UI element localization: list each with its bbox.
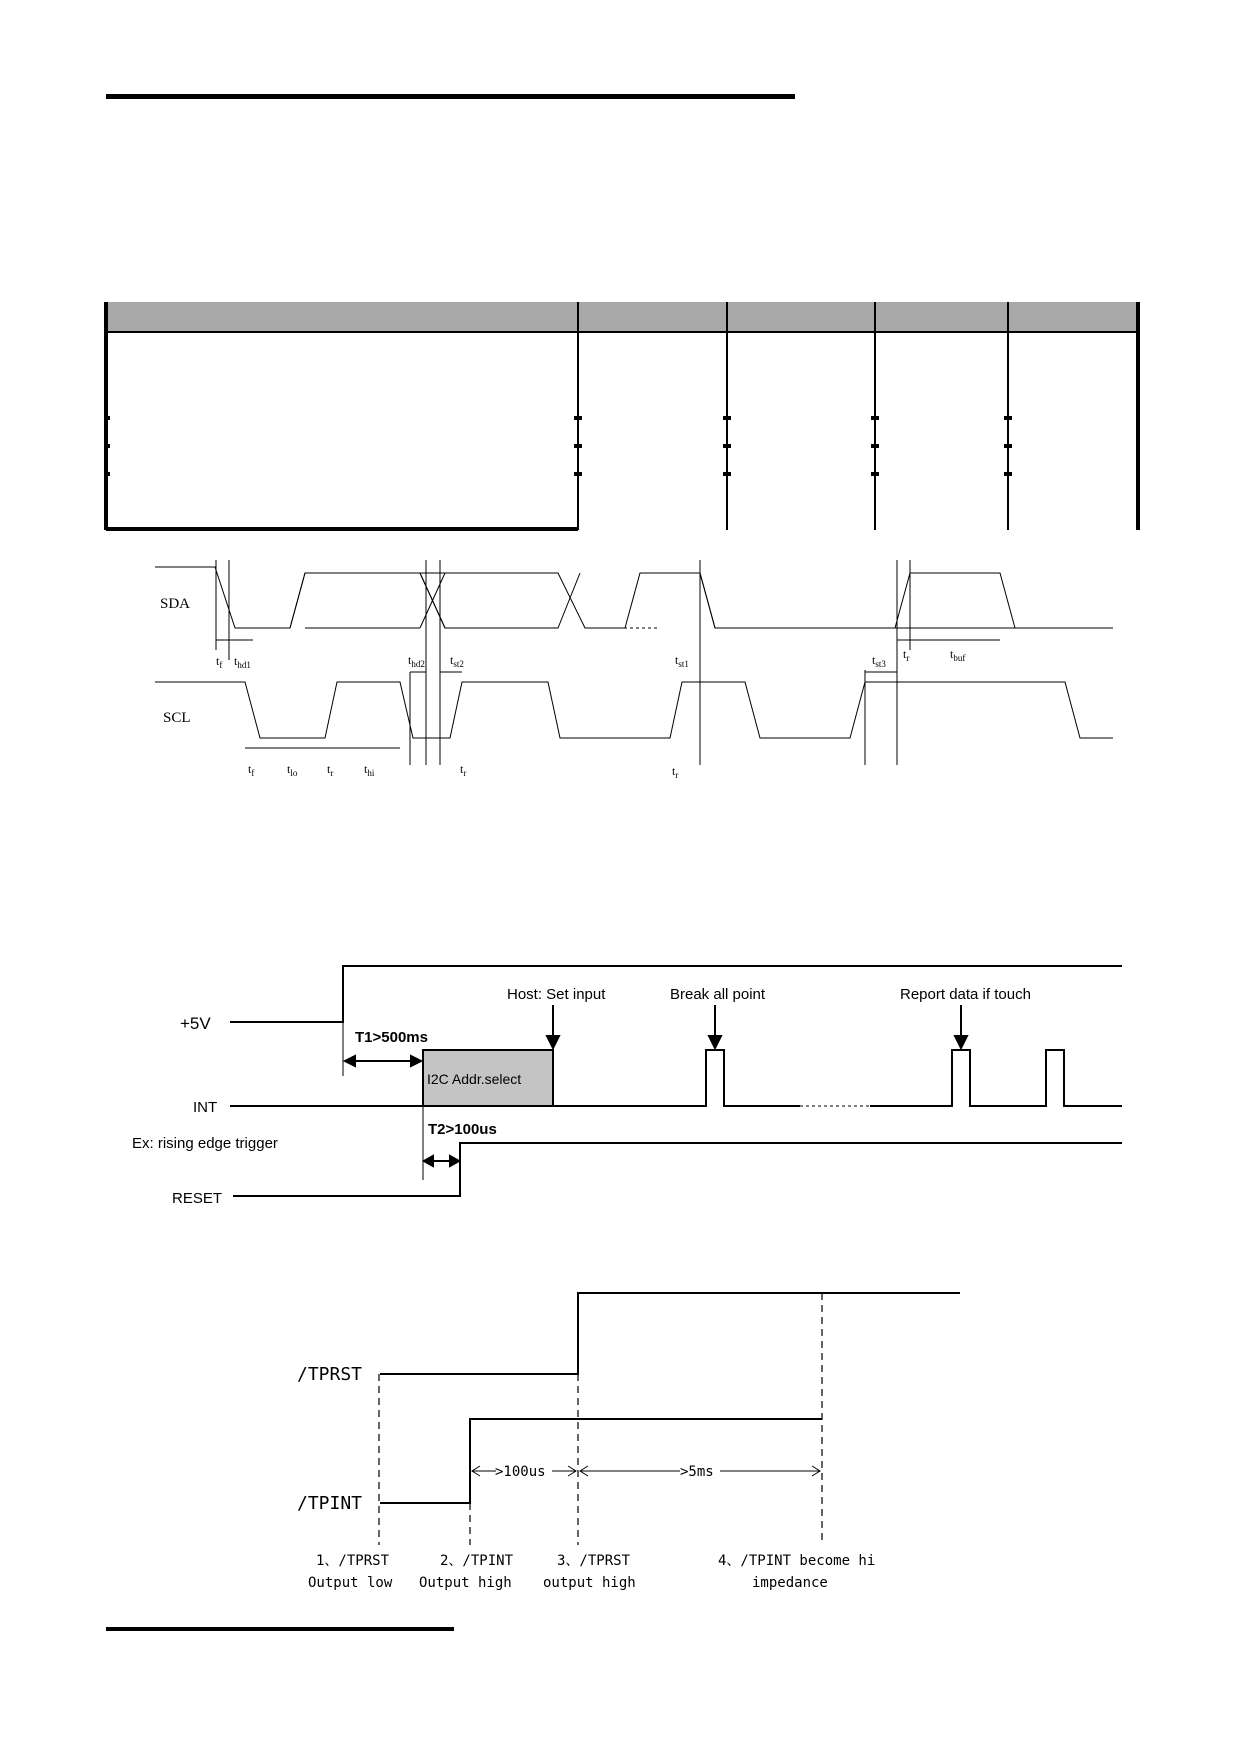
int-label: INT [193, 1099, 218, 1116]
d5ms-label: >5ms [680, 1464, 714, 1480]
d100us-label: >100us [495, 1464, 546, 1480]
step3-line1: 3、/TPRST [557, 1553, 631, 1569]
step1-line2: Output low [308, 1575, 393, 1591]
tpint-waveform [380, 1419, 822, 1503]
thi-label: $t_{hi}$ [364, 762, 375, 778]
tr-label-c: $t_r$ [460, 762, 467, 778]
step2-line1: 2、/TPINT [440, 1553, 514, 1569]
tprst-label: /TPRST [297, 1364, 363, 1385]
t2-label: T2>100us [428, 1121, 497, 1138]
step1-line1: 1、/TPRST [316, 1553, 390, 1569]
reset-label: RESET [172, 1190, 223, 1207]
t1-label: T1>500ms [355, 1029, 428, 1046]
step2-line2: Output high [419, 1575, 512, 1591]
footer-rule [106, 1627, 454, 1631]
tst1-label: $t_{st1}$ [675, 653, 689, 669]
tpint-label: /TPINT [297, 1493, 363, 1514]
sda-label: SDA [160, 596, 191, 612]
v5-label: +5V [180, 1014, 211, 1033]
host-set-label: Host: Set input [507, 986, 606, 1003]
break-all-label: Break all point [670, 986, 766, 1003]
tr-label-top: $t_r$ [903, 647, 910, 663]
tf-label-a: $t_f$ [216, 654, 223, 670]
tprst-waveform [380, 1293, 960, 1374]
tf-label-b: $t_f$ [248, 762, 255, 778]
tbuf-label: $t_{buf}$ [950, 647, 966, 663]
tst2-label: $t_{st2}$ [450, 653, 464, 669]
tst3-label: $t_{st3}$ [872, 653, 886, 669]
tlo-label: $t_{lo}$ [287, 762, 298, 778]
step4-line1: 4、/TPINT become hi [718, 1553, 876, 1569]
i2c-addr-label: I2C Addr.select [427, 1071, 522, 1087]
example-label: Ex: rising edge trigger [132, 1135, 278, 1152]
step3-line2: output high [543, 1575, 636, 1591]
thd1-label: $t_{hd1}$ [234, 654, 251, 670]
tr-label-b: $t_r$ [327, 762, 334, 778]
scl-label: SCL [163, 710, 191, 726]
thd2-label: $t_{hd2}$ [408, 653, 425, 669]
report-label: Report data if touch [900, 986, 1031, 1003]
step4-line2: impedance [752, 1575, 828, 1591]
tr-label-d: $t_r$ [672, 764, 679, 780]
